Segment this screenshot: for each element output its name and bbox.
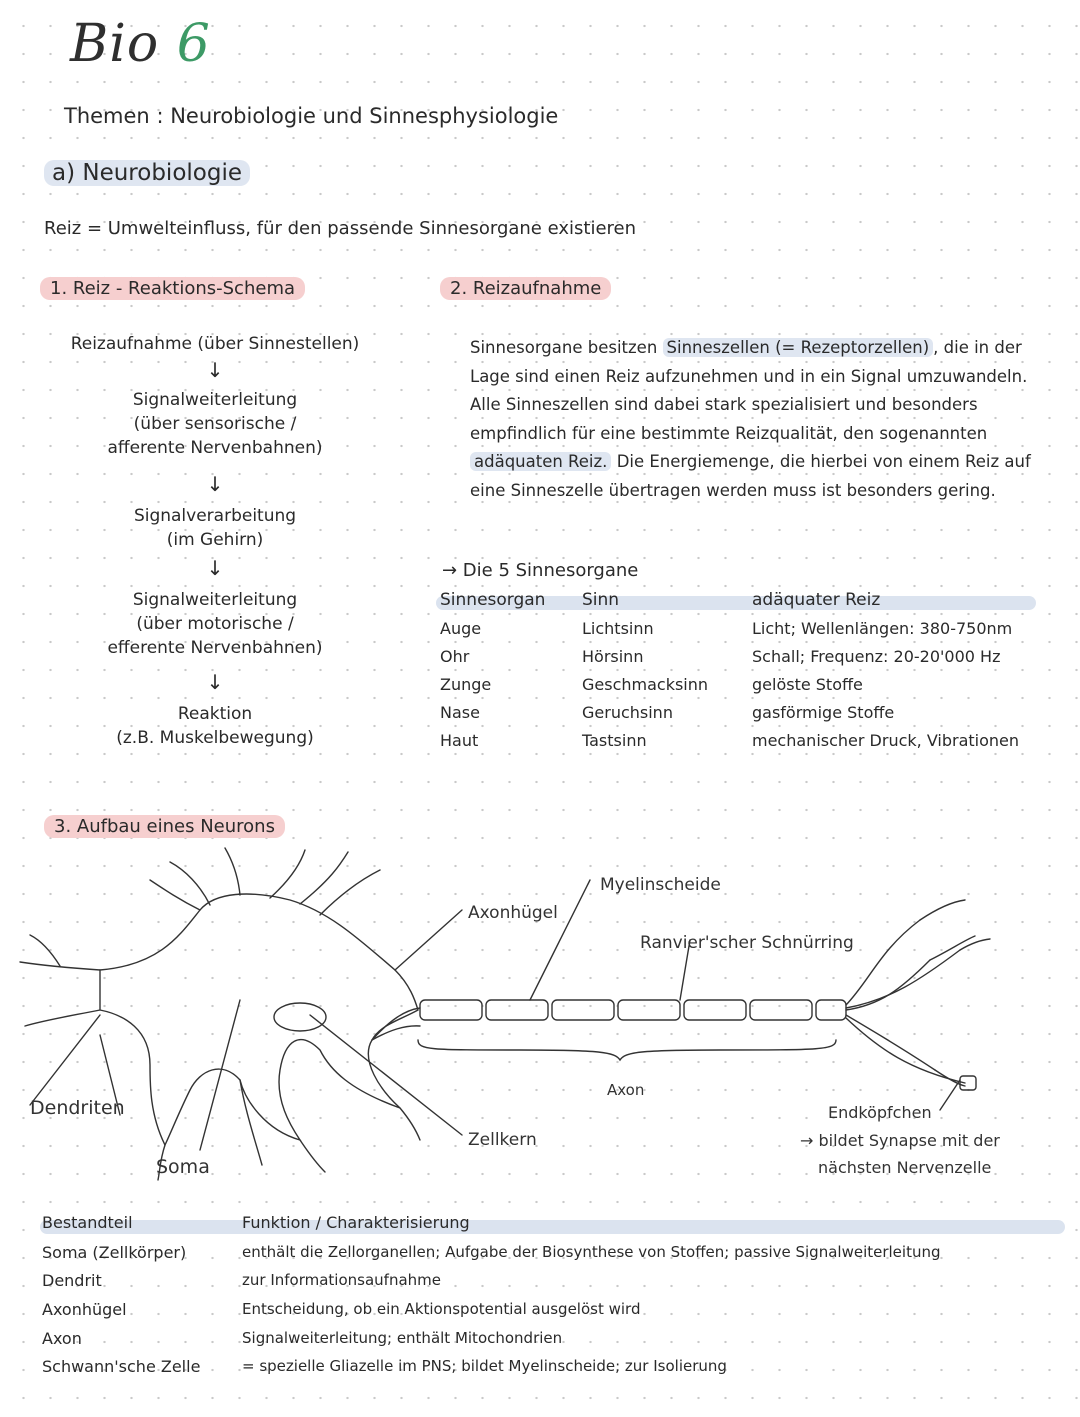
label-myelinscheide: Myelinscheide: [600, 875, 721, 895]
label-ranvier: Ranvier'scher Schnürring: [640, 933, 854, 953]
nucleus: [274, 1003, 326, 1031]
step-detail: (über Sinnestellen): [197, 334, 360, 354]
components-header-band: [40, 1220, 1065, 1234]
leader-line: [530, 880, 590, 1000]
senses-header-sense: Sinn: [582, 590, 620, 610]
reizaufnahme-paragraph: [470, 334, 1050, 505]
axon-terminal: [846, 960, 930, 1010]
myelin-segment: [618, 1000, 680, 1020]
label-endkoepfchen-note1: → bildet Synapse mit der: [800, 1131, 1000, 1150]
section-a-heading: [44, 160, 250, 186]
senses-intro: → Die 5 Sinnesorgane: [442, 560, 639, 581]
step-detail: (über sensorische / afferente Nervenbahnen): [107, 414, 323, 458]
myelin-segment: [816, 1000, 846, 1020]
sense-name: Geruchsinn: [582, 703, 673, 722]
para-part-3: Die Energiemenge, die hierbei von einem Reiz auf eine Sinneszelle übertragen werden muss ist besonders gering.: [470, 452, 1031, 500]
leader-line: [940, 1080, 960, 1110]
schema-step-4: [80, 588, 350, 660]
themes-label: Themen: [64, 104, 150, 128]
schema-heading: [40, 278, 305, 299]
component-name: Axon: [42, 1329, 82, 1348]
dendrite-branch: [270, 850, 305, 898]
label-axonhuegel: Axonhügel: [468, 903, 558, 923]
para-highlight-2: adäquaten Reiz.: [470, 452, 611, 471]
flow-arrow-2: ↓: [206, 472, 224, 496]
reizaufnahme-heading-label: 2. Reizaufnahme: [440, 277, 611, 300]
para-part-1: Sinnesorgane besitzen: [470, 338, 658, 357]
themes-value: Neurobiologie und Sinnesphysiologie: [170, 104, 559, 128]
axon-terminal: [846, 950, 960, 1008]
component-function: Entscheidung, ob ein Aktionspotential ausgelöst wird: [242, 1300, 641, 1318]
flow-arrow-1: ↓: [206, 358, 224, 382]
sense-stimulus: gelöste Stoffe: [752, 675, 863, 694]
step-detail: (im Gehirn): [166, 530, 264, 550]
senses-header-organ: Sinnesorgan: [440, 590, 546, 610]
sense-name: Geschmacksinn: [582, 675, 709, 694]
myelin-segment: [552, 1000, 614, 1020]
axon-terminal: [846, 920, 920, 1005]
schema-step-2: [80, 388, 350, 460]
sense-name: Tastsinn: [582, 731, 647, 750]
component-name: Dendrit: [42, 1271, 102, 1290]
dendrite-branch: [240, 1080, 262, 1165]
component-name: Schwann'sche Zelle: [42, 1357, 201, 1376]
schema-step-1: [60, 332, 370, 356]
step-title: Signalverarbeitung: [133, 506, 297, 526]
component-name: Axonhügel: [42, 1300, 127, 1319]
schema-step-3: [100, 504, 330, 552]
label-endkoepfchen-note2: nächsten Nervenzelle: [818, 1158, 992, 1177]
title-text: Bio: [70, 14, 160, 74]
soma-outline: [100, 894, 418, 1145]
label-soma: Soma: [156, 1156, 210, 1178]
neuron-heading: [44, 816, 285, 837]
component-function: zur Informationsaufnahme: [242, 1271, 441, 1289]
sense-organ: Auge: [440, 619, 482, 638]
senses-header-stimulus: adäquater Reiz: [752, 590, 881, 610]
component-function: enthält die Zellorganellen; Aufgabe der Biosynthese von Stoffen; passive Signalweiterleitung: [242, 1243, 941, 1261]
label-dendriten: Dendriten: [30, 1097, 125, 1119]
sense-stimulus: mechanischer Druck, Vibrationen: [752, 731, 1020, 750]
step-title: Signalweiterleitung: [132, 390, 298, 410]
myelin-segment: [420, 1000, 482, 1020]
para-highlight-1: Sinneszellen (= Rezeptorzellen): [663, 338, 934, 357]
axon-terminal: [846, 1015, 935, 1070]
section-a-label: a) Neurobiologie: [44, 160, 250, 186]
label-endkoepfchen: Endköpfchen: [828, 1103, 932, 1122]
myelin-segment: [486, 1000, 548, 1020]
themes-line: [64, 104, 558, 128]
sense-name: Hörsinn: [582, 647, 644, 666]
label-axon: Axon: [607, 1081, 645, 1099]
para-part-2: , die in der Lage sind einen Reiz aufzunehmen und in ein Signal umzuwandeln. Alle Sinneszellen sind dabei stark spezialisiert und besonders empfindlich für eine bestimmte Reizqualität, den sogenannten: [470, 338, 1028, 443]
sense-organ: Haut: [440, 731, 479, 750]
reizaufnahme-heading: [440, 278, 611, 299]
flow-arrow-3: ↓: [206, 556, 224, 580]
sense-stimulus: Licht; Wellenlängen: 380-750nm: [752, 619, 1013, 638]
leader-line: [30, 1015, 100, 1105]
component-name: Soma (Zellkörper): [42, 1243, 187, 1262]
dendrite-branch: [170, 862, 210, 905]
sense-organ: Ohr: [440, 647, 470, 666]
dendrite-branch: [400, 1108, 420, 1140]
myelin-segment: [684, 1000, 746, 1020]
component-function: = spezielle Gliazelle im PNS; bildet Myelinscheide; zur Isolierung: [242, 1357, 727, 1375]
components-header-function: Funktion / Charakterisierung: [242, 1213, 470, 1232]
dendrite-branch: [300, 1140, 325, 1172]
step-title: Reizaufnahme: [70, 334, 193, 354]
step-detail: (über motorische / efferente Nervenbahnen): [107, 614, 323, 658]
components-header-part: Bestandteil: [42, 1213, 133, 1232]
title-number: 6: [176, 14, 211, 74]
dendrite-branch: [25, 1010, 100, 1026]
sense-name: Lichtsinn: [582, 619, 654, 638]
reiz-definition: Reiz = Umwelteinfluss, für den passende Sinnesorgane existieren: [44, 218, 637, 239]
axon-brace: [418, 1040, 836, 1060]
leader-line: [395, 910, 462, 970]
component-function: Signalweiterleitung; enthält Mitochondrien: [242, 1329, 563, 1347]
dendrite-branch: [30, 935, 60, 966]
axon-terminal: [920, 900, 965, 920]
page-title: [70, 14, 211, 74]
sense-organ: Nase: [440, 703, 480, 722]
dendrite-branch: [150, 880, 200, 910]
dendrite-branch: [225, 848, 240, 895]
sense-stimulus: gasförmige Stoffe: [752, 703, 895, 722]
step-detail: (z.B. Muskelbewegung): [116, 728, 314, 748]
schema-step-5: [100, 702, 330, 750]
schema-heading-label: 1. Reiz - Reaktions-Schema: [40, 277, 305, 300]
neuron-heading-label: 3. Aufbau eines Neurons: [44, 815, 285, 838]
step-title: Signalweiterleitung: [132, 590, 298, 610]
myelin-segment: [750, 1000, 812, 1020]
flow-arrow-4: ↓: [206, 670, 224, 694]
sense-stimulus: Schall; Frequenz: 20-20'000 Hz: [752, 647, 1001, 666]
sense-organ: Zunge: [440, 675, 492, 694]
label-zellkern: Zellkern: [468, 1130, 537, 1150]
themes-separator: :: [156, 104, 164, 128]
step-title: Reaktion: [177, 704, 253, 724]
